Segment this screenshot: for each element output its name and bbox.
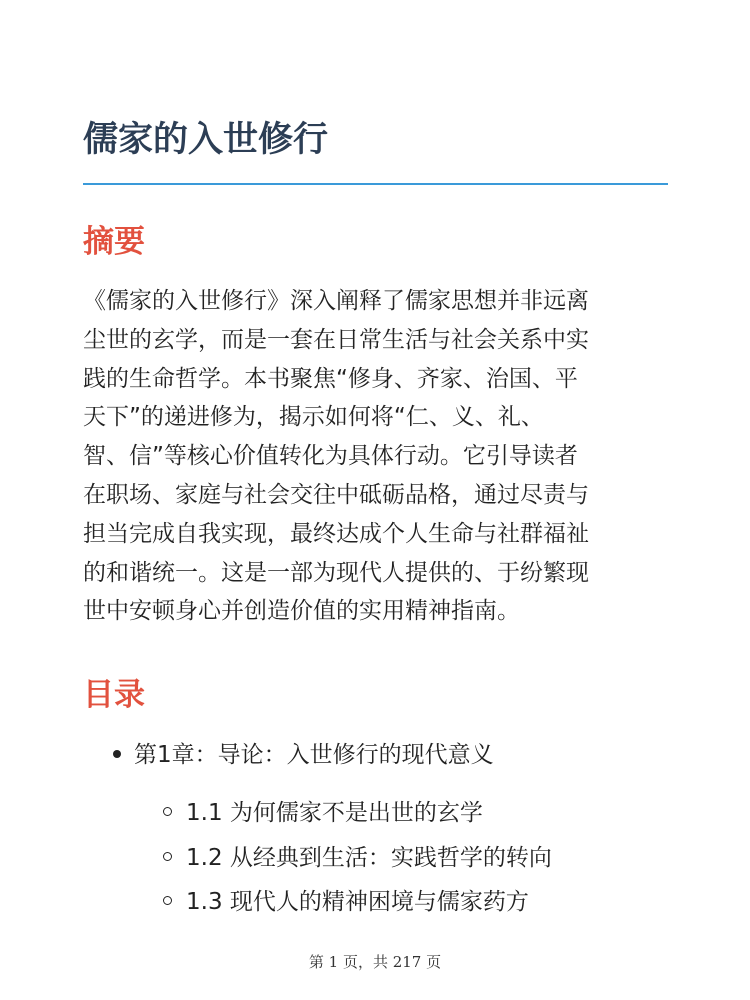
document-page [83,0,668,1000]
abstract-line: 智、信”等核心价值转化为具体行动。它引导读者 [83,443,578,470]
abstract-heading: 摘要 [83,224,145,260]
title-divider [83,183,668,185]
abstract-line: 世中安顿身心并创造价值的实用精神指南。 [83,598,520,625]
bullet-circle-icon [163,807,172,816]
page-number: 第 1 页，共 217 页 [308,953,442,971]
toc-section-1-1[interactable] [163,795,483,831]
toc-section-label: 1.2 从经典到生活：实践哲学的转向 [186,845,552,871]
bullet-circle-icon [163,896,172,905]
bullet-disc-icon [113,750,121,758]
abstract-line: 在职场、家庭与社会交往中砥砺品格，通过尽责与 [83,481,589,508]
abstract-line: 天下”的递进修为，揭示如何将“仁、义、礼、 [83,404,544,431]
toc-section-label: 1.1 为何儒家不是出世的玄学 [186,800,483,826]
toc-section-1-3[interactable] [163,884,529,920]
toc-heading: 目录 [83,677,145,713]
abstract-line: 担当完成自我实现，最终达成个人生命与社群福祉 [83,520,589,547]
abstract-line: 践的生命哲学。本书聚焦“修身、齐家、治国、平 [83,365,578,392]
abstract-line: 的和谐统一。这是一部为现代人提供的、于纷繁现 [83,559,589,586]
toc-chapter-1[interactable] [113,736,494,774]
toc-section-label: 1.3 现代人的精神困境与儒家药方 [186,889,529,915]
toc-section-1-2[interactable] [163,840,552,876]
abstract-line: 《儒家的入世修行》深入阐释了儒家思想并非远离 [83,288,589,314]
document-title: 儒家的入世修行 [83,120,329,160]
abstract-paragraph [83,282,668,631]
toc-chapter-label: 第1章：导论：入世修行的现代意义 [134,742,494,768]
abstract-line: 尘世的玄学，而是一套在日常生活与社会关系中实 [83,326,589,353]
bullet-circle-icon [163,852,172,861]
